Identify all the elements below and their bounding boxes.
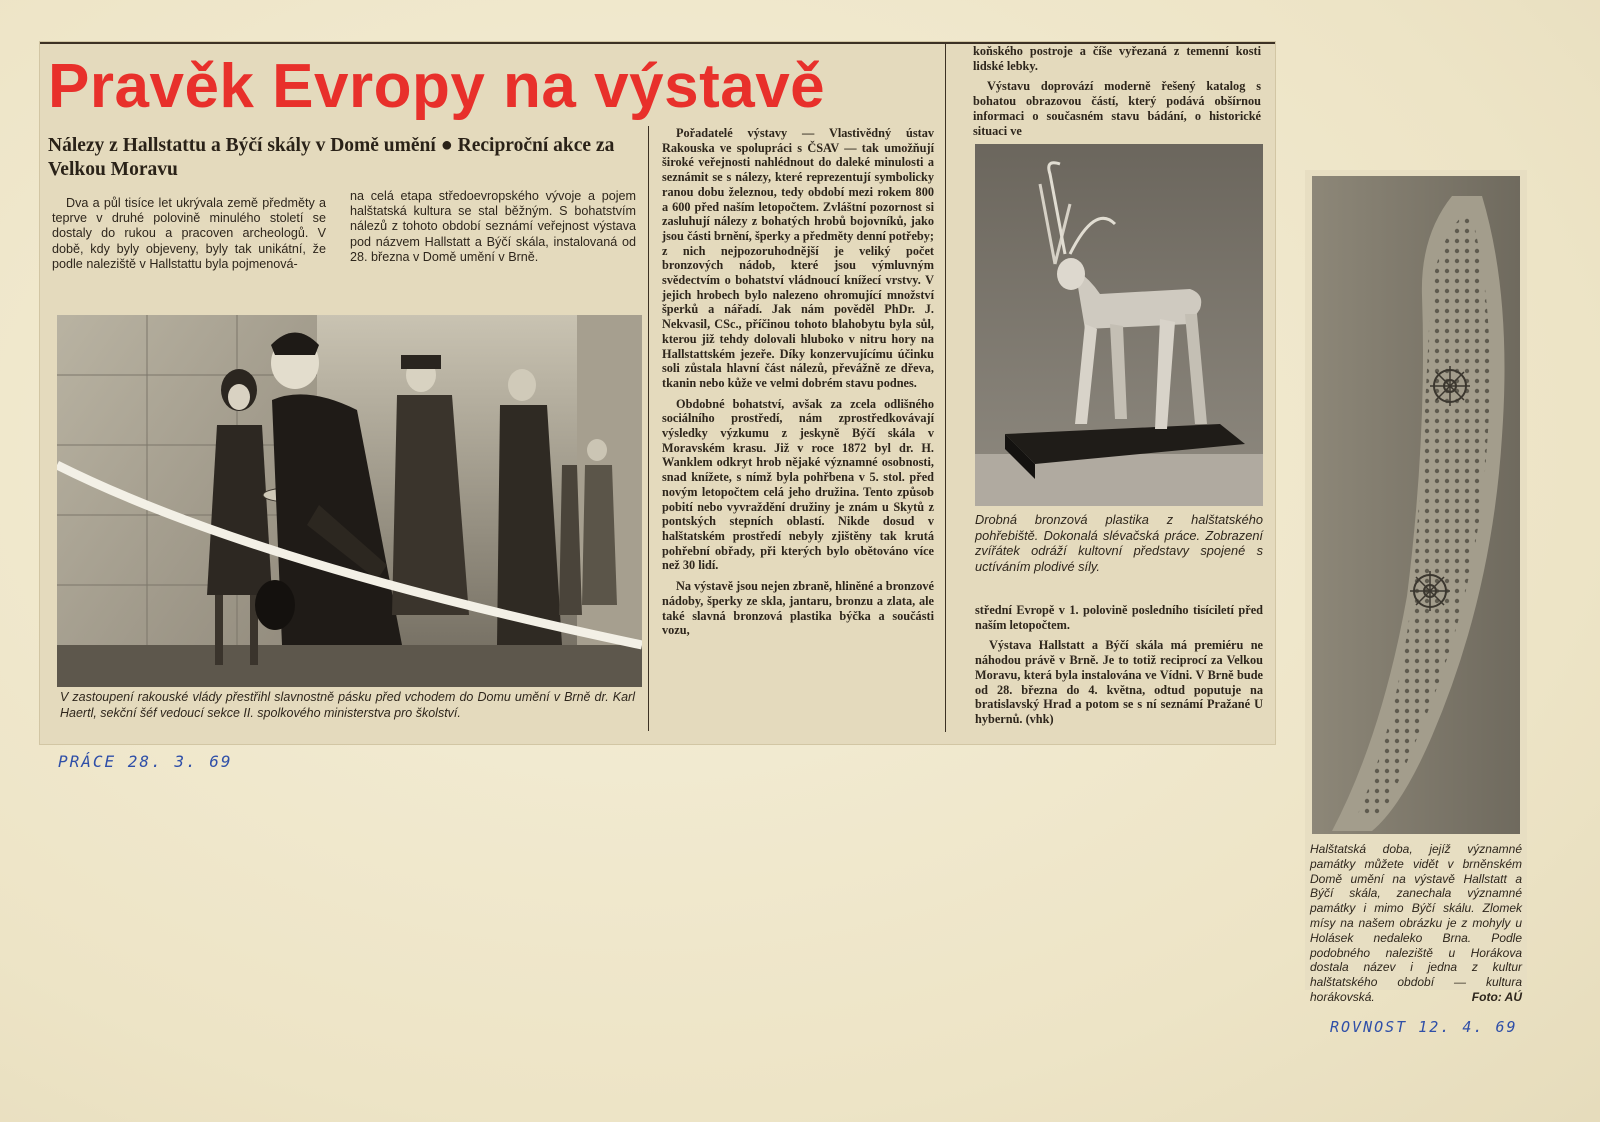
photo-caption: V zastoupení rakouské vlády přestřihl slavnostně pásku před vchodem do Domu umění v Brně dr. Karl Haertl, sekční šéf vedoucí sekce II. spolkového ministerstva pro školství. xyxy=(60,690,635,720)
column-4-top-text: koňského postroje a číše vyřezaná z temenní kosti lidské lebky. xyxy=(973,44,1261,73)
bronze-bull-illustration xyxy=(975,144,1263,506)
source-note-rovnost: ROVNOST 12. 4. 69 xyxy=(1330,1018,1518,1036)
source-note-prace: PRÁCE 28. 3. 69 xyxy=(58,752,233,771)
column-3-paragraph-2: Obdobné bohatství, avšak za zcela odlišného sociálního prostředí, nám zprostředkovávají výsledky výzkumu z jeskyně Býčí skála v Moravském krasu. Již v roce 1872 byl dr. H. Wanklem odkryt hrob nějaké významné osobnosti, snad knížete, s nímž byla pohřbena v 5. stol. před novým letopočtem celá jeho družina. Tento způsob pobití nebo vyvraždění družiny je znám u Skytů z pontských stepních oblastí. Nikde dosud v halštatském prostředí nebyly zjištěny tak krutá pohřební obřady, při kterých bylo obětováno více než 30 lidí. xyxy=(662,396,934,573)
article-column-1 xyxy=(52,196,326,278)
article-column-4-bottom xyxy=(975,603,1263,733)
bronze-bull-photo xyxy=(975,144,1263,506)
bullet-dot-icon: ● xyxy=(440,134,453,156)
ribbon-cutting-illustration xyxy=(57,315,642,687)
column-divider xyxy=(648,126,649,731)
bull-photo-caption: Drobná bronzová plastika z halštatského pohřebiště. Dokonalá slévačská práce. Zobrazení zvířátek odráží kultovní představy spojené s uctíváním plodivé síly. xyxy=(975,512,1263,574)
column-1-text: Dva a půl tisíce let ukrývala země předměty a teprve v druhé polovině minulého století se dostaly do rukou a pracoven archeologů. V době, kdy byly objeveny, byly tak unikátní, že podle naleziště v Hallstattu byla pojmenová- xyxy=(52,196,326,271)
article-column-2 xyxy=(350,189,636,271)
bowl-fragment-photo xyxy=(1312,176,1520,834)
column-4-paragraph-4: Výstava Hallstatt a Býčí skála má premiéru ne náhodou právě v Brně. Je to totiž reciprocí za Velkou Moravu, která byla instalována ve Vídni. V Brně bude od 28. března do 4. května, odtud poputuje na bratislavský Hrad a potom se s ní seznámí Pražané U hybernů. (vhk) xyxy=(975,638,1263,726)
subhead-part-2: Reciproční akce za Velkou Moravu xyxy=(48,135,615,180)
subheadline xyxy=(48,133,620,182)
column-4-paragraph-3: střední Evropě v 1. polovině posledního tisíciletí před naším letopočtem. xyxy=(975,603,1263,632)
bowl-fragment-caption xyxy=(1310,842,1522,1005)
column-2-text: na celá etapa středoevropského vývoje a pojem halštatská kultura se stal běžným. S bohatstvím nálezů z tohoto období seznámí veřejnost výstava pod názvem Hallstatt a Býčí skála, instalovaná od 28. března v Domě umění v Brně. xyxy=(350,189,636,264)
column-3-paragraph-1: Pořadatelé výstavy — Vlastivědný ústav Rakouska ve spolupráci s ČSAV — tak umožňují široké veřejnosti nahlédnout do daleké minulosti a seznámit se s nálezy, které reprezentují symbolicky ranou dobu železnou, tedy období mezi rokem 800 a 600 před naším letopočtem. Zvláštní pozornost si zasluhují nálezy z bohatých hrobů bojovníků, jako jsou části brnění, šperky a předměty denní potřeby; z nich nejpozoruhodnější je veliký počet bronzových nádob, které jsou výmluvným svědectvím o bohatství vládnoucí knížecí vrstvy. V jejich hrobech bylo nalezeno ohromující množství šperků a nářadí. Jak nám pověděl PhDr. J. Nekvasil, CSc., příčinou tohoto blahobytu byla sůl, kterou již tehdy dolovali hluboko v nitru hory na Hallstattském jezeře. Díky konzervujícímu účinku soli zůstala hlavní část nálezů, převážně ze dřeva, tkanin nebo kůže ve velmi dobrém stavu podnes. xyxy=(662,126,934,390)
headline: Pravěk Evropy na výstavě xyxy=(48,52,826,121)
column-divider xyxy=(945,42,946,732)
subhead-part-1: Nálezy z Hallstattu a Býčí skály v Domě umění xyxy=(48,135,436,156)
ribbon-cutting-photo xyxy=(57,315,642,687)
column-3-paragraph-3: Na výstavě jsou nejen zbraně, hliněné a bronzové nádoby, šperky ze skla, jantaru, bronzu a zlata, ale také slavná bronzová plastika býčka a součásti vozu, xyxy=(662,579,935,638)
bowl-fragment-illustration xyxy=(1312,176,1520,834)
bowl-caption-text: Halštatská doba, jejíž významné památky můžete vidět v brněnském Domě umění na výstavě Hallstatt a Býčí skála, zanechala významné památky i mimo Býčí skálu. Zlomek mísy na našem obrázku je z mohyly u Holásek nedaleko Brna. Podle podobného naleziště u Horákova dostala název i jedna z kultur halštatského období — kultura horákovská. xyxy=(1310,842,1522,1004)
article-column-4-top xyxy=(973,44,1261,144)
photo-credit: Foto: AÚ xyxy=(1471,989,1522,1004)
article-column-3 xyxy=(662,126,934,644)
column-4-paragraph-2: Výstavu doprovází moderně řešený katalog s bohatou obrazovou částí, který podává obšírnou informaci o současném stavu bádání, o historické situaci ve xyxy=(973,79,1261,138)
